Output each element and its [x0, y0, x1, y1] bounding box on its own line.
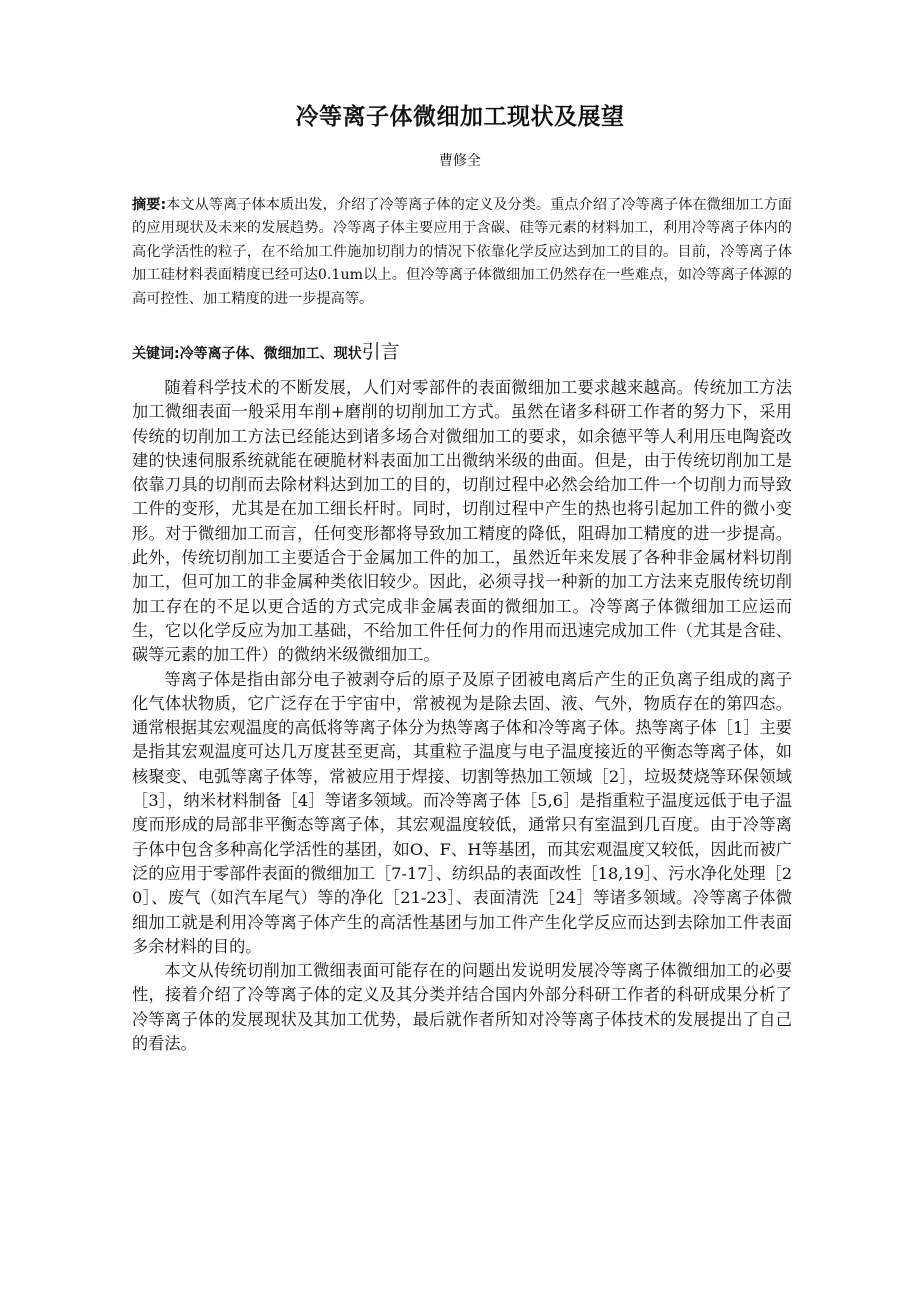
- intro-heading: 引言: [361, 341, 400, 363]
- paragraph-2: 等离子体是指由部分电子被剥夺后的原子及原子团被电离后产生的正负离子组成的离子化气体状物质，它广泛存在于宇宙中，常被视为是除去固、液、气外，物质存在的第四态。通常根据其宏观温度的高低将等离子体分为热等离子体和冷等离子体。热等离子体［1］主要是指其宏观温度可达几万度甚至更高，其重粒子温度与电子温度接近的平衡态等离子体，如核聚变、电弧等离子体等，常被应用于焊接、切割等热加工领域［2］，垃圾焚烧等环保领域［3］，纳米材料制备［4］等诸多领域。而冷等离子体［5,6］是指重粒子温度远低于电子温度而形成的局部非平衡态等离子体，其宏观温度较低，通常只有室温到几百度。由于冷等离子体中包含多种高化学活性的基团，如O、F、H等基团，而其宏观温度又较低，因此而被广泛的应用于零部件表面的微细加工［7-17］、纺织品的表面改性［18,19］、污水净化处理［20］、废气（如汽车尾气）等的净化［21-23］、表面清洗［24］等诸多领域。冷等离子体微细加工就是利用冷等离子体产生的高活性基团与加工件产生化学反应而达到去除加工件表面多余材料的目的。: [132, 669, 792, 956]
- keywords-text: 冷等离子体、微细加工、现状: [179, 346, 362, 362]
- keywords-line: [132, 340, 792, 366]
- abstract-label: 摘要:: [132, 197, 167, 213]
- abstract-block: [132, 194, 792, 311]
- author-name: 曹修全: [439, 153, 481, 169]
- paragraph-3: 本文从传统切削加工微细表面可能存在的问题出发说明发展冷等离子体微细加工的必要性，接着介绍了冷等离子体的定义及其分类并结合国内外部分科研工作者的科研成果分析了冷等离子体的发展现状及其加工优势，最后就作者所知对冷等离子体技术的发展提出了自己的看法。: [132, 961, 792, 1054]
- abstract-text: 本文从等离子体本质出发，介绍了冷等离子体的定义及分类。重点介绍了冷等离子体在微细加工方面的应用现状及未来的发展趋势。冷等离子体主要应用于含碳、硅等元素的材料加工，利用冷等离子体内的高化学活性的粒子，在不给加工件施加切削力的情况下依靠化学反应达到加工的目的。目前，冷等离子体加工硅材料表面精度已经可达0.1um以上。但冷等离子体微细加工仍然存在一些难点，如冷等离子体源的高可控性、加工精度的进一步提高等。: [132, 197, 792, 307]
- body-text: [132, 376, 792, 1056]
- keywords-label: 关键词:: [132, 346, 180, 362]
- document-title: 冷等离子体微细加工现状及展望: [295, 104, 625, 130]
- paragraph-1: 随着科学技术的不断发展，人们对零部件的表面微细加工要求越来越高。传统加工方法加工微细表面一般采用车削+磨削的切削加工方式。虽然在诸多科研工作者的努力下，采用传统的切削加工方法已经能达到诸多场合对微细加工的要求，如余德平等人利用压电陶瓷改建的快速伺服系统就能在硬脆材料表面加工出微纳米级的曲面。但是，由于传统切削加工是依靠刀具的切削而去除材料达到加工的目的，切削过程中必然会给加工件一个切削力而导致工件的变形，尤其是在加工细长杆时。同时，切削过程中产生的热也将引起加工件的微小变形。对于微细加工而言，任何变形都将导致加工精度的降低，阻碍加工精度的进一步提高。此外，传统切削加工主要适合于金属加工件的加工，虽然近年来发展了各种非金属材料切削加工，但可加工的非金属种类依旧较少。因此，必须寻找一种新的加工方法来克服传统切削加工存在的不足以更合适的方式完成非金属表面的微细加工。冷等离子体微细加工应运而生，它以化学反应为加工基础，不给加工件任何力的作用而迅速完成加工件（尤其是含硅、碳等元素的加工件）的微纳米级微细加工。: [132, 378, 792, 665]
